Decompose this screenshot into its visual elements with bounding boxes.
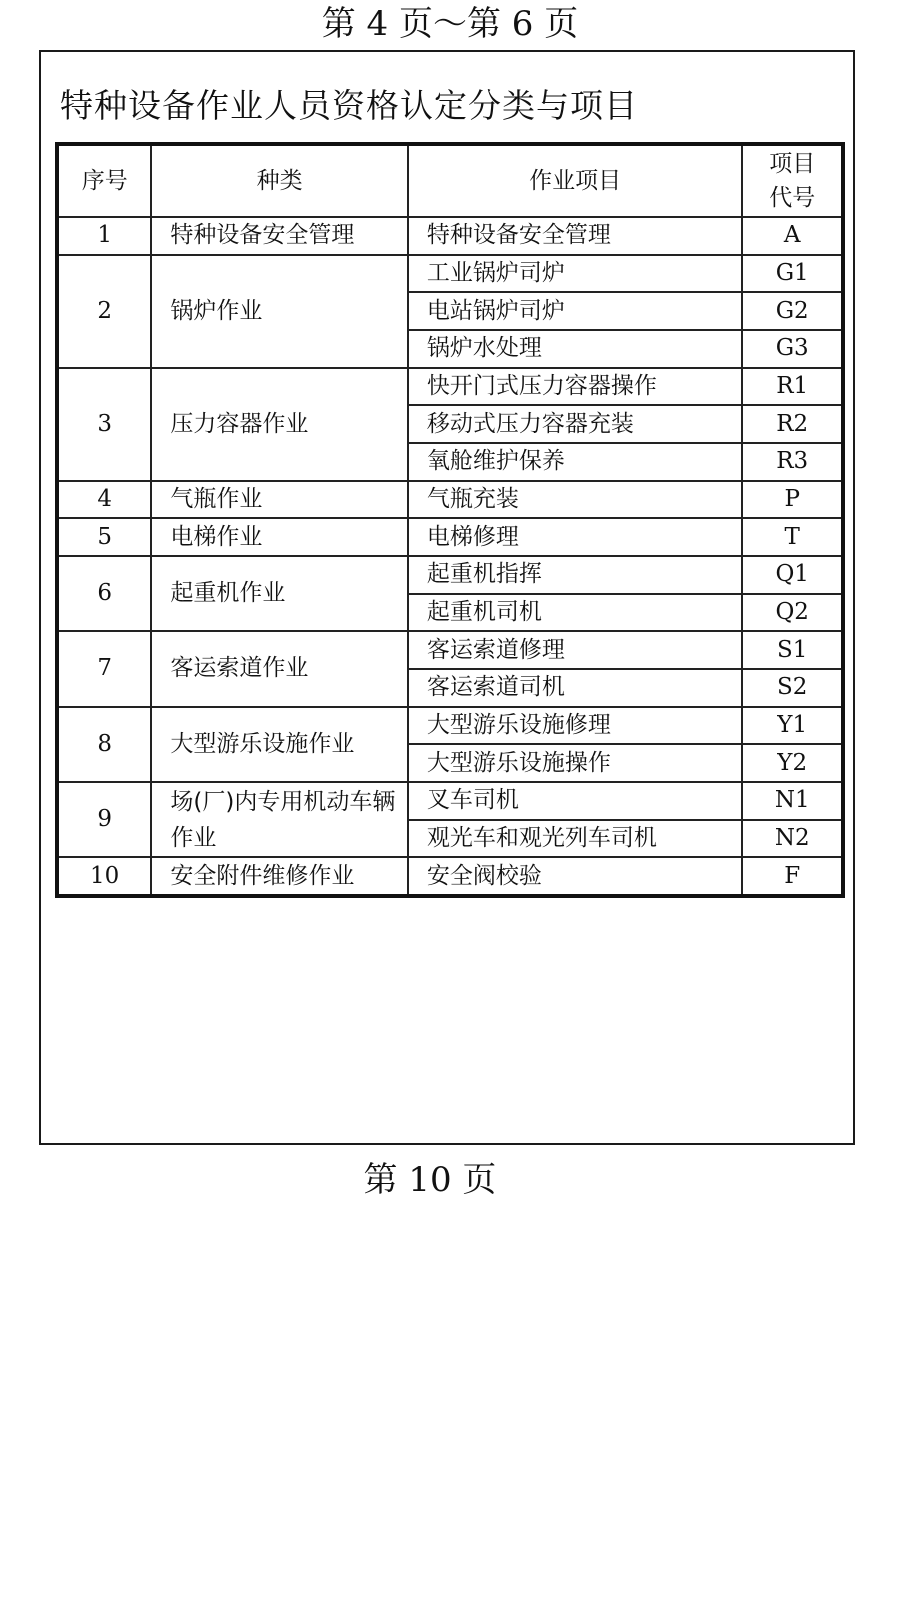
item-cell: 大型游乐设施操作 [408,744,743,782]
header-code-line1: 项目 [769,151,816,177]
table-header-row [57,144,843,217]
code-cell: R3 [742,443,843,481]
code-cell: P [742,481,843,519]
code-cell: Q1 [742,556,843,594]
table-row [57,631,843,669]
code-cell: R1 [742,368,843,406]
table-row [57,857,843,896]
item-cell: 电站锅炉司炉 [408,292,743,330]
item-cell: 安全阀校验 [408,857,743,896]
item-cell: 锅炉水处理 [408,330,743,368]
code-cell: R2 [742,405,843,443]
category-cell: 大型游乐设施作业 [151,707,408,782]
code-cell: Q2 [742,594,843,632]
table-row [57,707,843,745]
page-range-header: 第 4 页～第 6 页 [321,4,579,44]
row-number: 3 [57,368,151,481]
row-number: 10 [57,857,151,896]
category-cell: 锅炉作业 [151,255,408,368]
table-row [57,368,843,406]
code-cell: G3 [742,330,843,368]
category-cell: 电梯作业 [151,518,408,556]
item-cell: 特种设备安全管理 [408,217,743,255]
item-cell: 快开门式压力容器操作 [408,368,743,406]
row-number: 2 [57,255,151,368]
item-cell: 叉车司机 [408,782,743,820]
item-cell: 客运索道司机 [408,669,743,707]
document-title: 特种设备作业人员资格认定分类与项目 [60,86,638,125]
row-number: 7 [57,631,151,706]
item-cell: 电梯修理 [408,518,743,556]
code-cell: Y1 [742,707,843,745]
qualification-table [55,142,845,898]
item-cell: 起重机指挥 [408,556,743,594]
item-cell: 氧舱维护保养 [408,443,743,481]
table-row [57,481,843,519]
category-cell: 场(厂)内专用机动车辆作业 [151,782,408,857]
category-cell: 特种设备安全管理 [151,217,408,255]
item-cell: 大型游乐设施修理 [408,707,743,745]
header-item: 作业项目 [408,144,743,217]
item-cell: 起重机司机 [408,594,743,632]
code-cell: Y2 [742,744,843,782]
item-cell: 气瓶充装 [408,481,743,519]
code-cell: F [742,857,843,896]
category-cell: 客运索道作业 [151,631,408,706]
table-row [57,556,843,594]
category-cell: 安全附件维修作业 [151,857,408,896]
page-number-footer: 第 10 页 [363,1160,497,1200]
row-number: 8 [57,707,151,782]
row-number: 4 [57,481,151,519]
item-cell: 工业锅炉司炉 [408,255,743,293]
row-number: 5 [57,518,151,556]
code-cell: N2 [742,820,843,858]
category-cell: 气瓶作业 [151,481,408,519]
category-cell: 起重机作业 [151,556,408,631]
code-cell: G1 [742,255,843,293]
header-category: 种类 [151,144,408,217]
item-cell: 观光车和观光列车司机 [408,820,743,858]
row-number: 9 [57,782,151,857]
item-cell: 移动式压力容器充装 [408,405,743,443]
row-number: 6 [57,556,151,631]
code-cell: T [742,518,843,556]
code-cell: S2 [742,669,843,707]
table-row [57,518,843,556]
qualification-table-container [55,142,845,898]
item-cell: 客运索道修理 [408,631,743,669]
table-row [57,217,843,255]
code-cell: N1 [742,782,843,820]
code-cell: S1 [742,631,843,669]
code-cell: G2 [742,292,843,330]
header-code [742,144,843,217]
header-code-line2: 代号 [769,185,816,211]
row-number: 1 [57,217,151,255]
header-no: 序号 [57,144,151,217]
table-row [57,255,843,293]
table-row [57,782,843,820]
category-cell: 压力容器作业 [151,368,408,481]
code-cell: A [742,217,843,255]
